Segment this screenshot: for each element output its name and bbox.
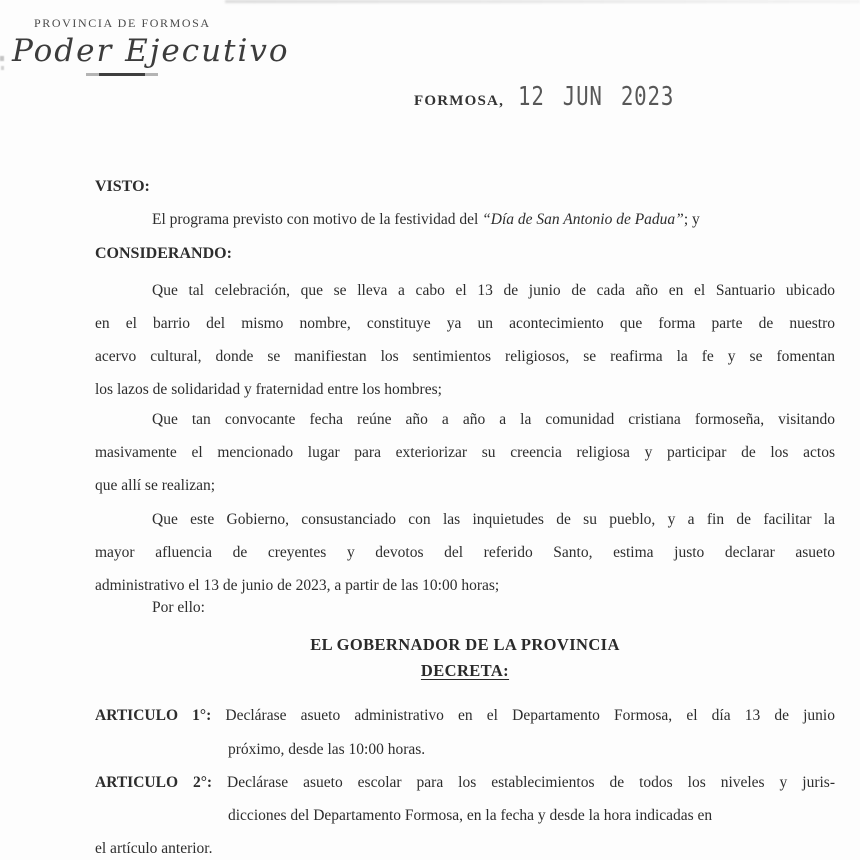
visto-heading: VISTO:: [95, 178, 150, 195]
considerando-heading: CONSIDERANDO:: [95, 245, 232, 262]
paragraph-line: en el barrio del mismo nombre, constituye ya un acontecimiento que forma parte de nuestro: [95, 315, 835, 332]
considerando-paragraph-2: [95, 403, 835, 502]
scan-artifact-speck: [1, 66, 4, 70]
letterhead-flourish-rule: [86, 73, 158, 76]
visto-paragraph: [95, 203, 835, 236]
dateline: [414, 82, 713, 112]
decree-authority-title: EL GOBERNADOR DE LA PROVINCIA: [310, 635, 620, 654]
decree-heading-block: [95, 632, 835, 684]
article-1-label: ARTICULO 1°:: [95, 707, 212, 724]
paragraph-line: Que este Gobierno, consustanciado con las inquietudes de su pueblo, y a fin de facilitar la: [152, 511, 835, 528]
paragraph-line: los lazos de solidaridad y fraternidad entre los hombres;: [95, 381, 442, 398]
visto-text-suffix: ; y: [683, 211, 700, 228]
article-line: próximo, desde las 10:00 horas.: [228, 741, 426, 758]
paragraph-line: Que tal celebración, que se lleva a cabo el 13 de junio de cada año en el Santuario ubicado: [152, 282, 835, 299]
article-2-label: ARTICULO 2°:: [95, 774, 213, 791]
visto-festivity-name: “Día de San Antonio de Padua”: [482, 211, 684, 228]
scan-artifact-speck: [0, 56, 4, 61]
paragraph-line: acervo cultural, donde se manifiestan los sentimientos religiosos, se reafirma la fe y se fomentan: [95, 348, 835, 365]
letterhead: [12, 16, 290, 76]
considerando-paragraph-3: [95, 503, 835, 602]
article-1: [95, 699, 835, 767]
paragraph-line: administrativo el 13 de junio de 2023, a partir de las 10:00 horas;: [95, 577, 500, 594]
article-1-text: Declárase asueto administrativo en el Departamento Formosa, el día 13 de junio: [225, 707, 835, 724]
article-2-text: Declárase asueto escolar para los establecimientos de todos los niveles y juris-: [227, 774, 835, 791]
visto-text-prefix: El programa previsto con motivo de la festividad del: [152, 211, 483, 228]
article-line: [95, 766, 835, 799]
por-ello-line: Por ello:: [152, 599, 205, 616]
article-line: [95, 699, 835, 733]
paragraph-line: masivamente el mencionado lugar para exteriorizar su creencia religiosa y participar de los actos: [95, 444, 835, 461]
paragraph-line: mayor afluencia de creyentes y devotos del referido Santo, estima justo declarar asueto: [95, 544, 835, 561]
decreta-heading: DECRETA:: [420, 661, 510, 680]
paragraph-line: que allí se realizan;: [95, 477, 216, 494]
article-line: el artículo anterior.: [95, 840, 213, 857]
scan-artifact-top: [225, 0, 860, 3]
article-2: [95, 766, 835, 860]
paragraph-line: [95, 203, 835, 236]
paragraph-line: Que tan convocante fecha reúne año a año a la comunidad cristiana formoseña, visitando: [152, 411, 835, 428]
date-stamp: 12 JUN 2023: [518, 82, 675, 112]
considerando-paragraph-1: [95, 274, 835, 406]
letterhead-executive-branch-script: Poder Ejecutivo: [12, 33, 290, 69]
letterhead-province-name: PROVINCIA DE FORMOSA: [34, 16, 211, 30]
article-line: dicciones del Departamento Formosa, en la fecha y desde la hora indicadas en: [228, 807, 713, 824]
dateline-place-label: FORMOSA,: [414, 93, 505, 109]
